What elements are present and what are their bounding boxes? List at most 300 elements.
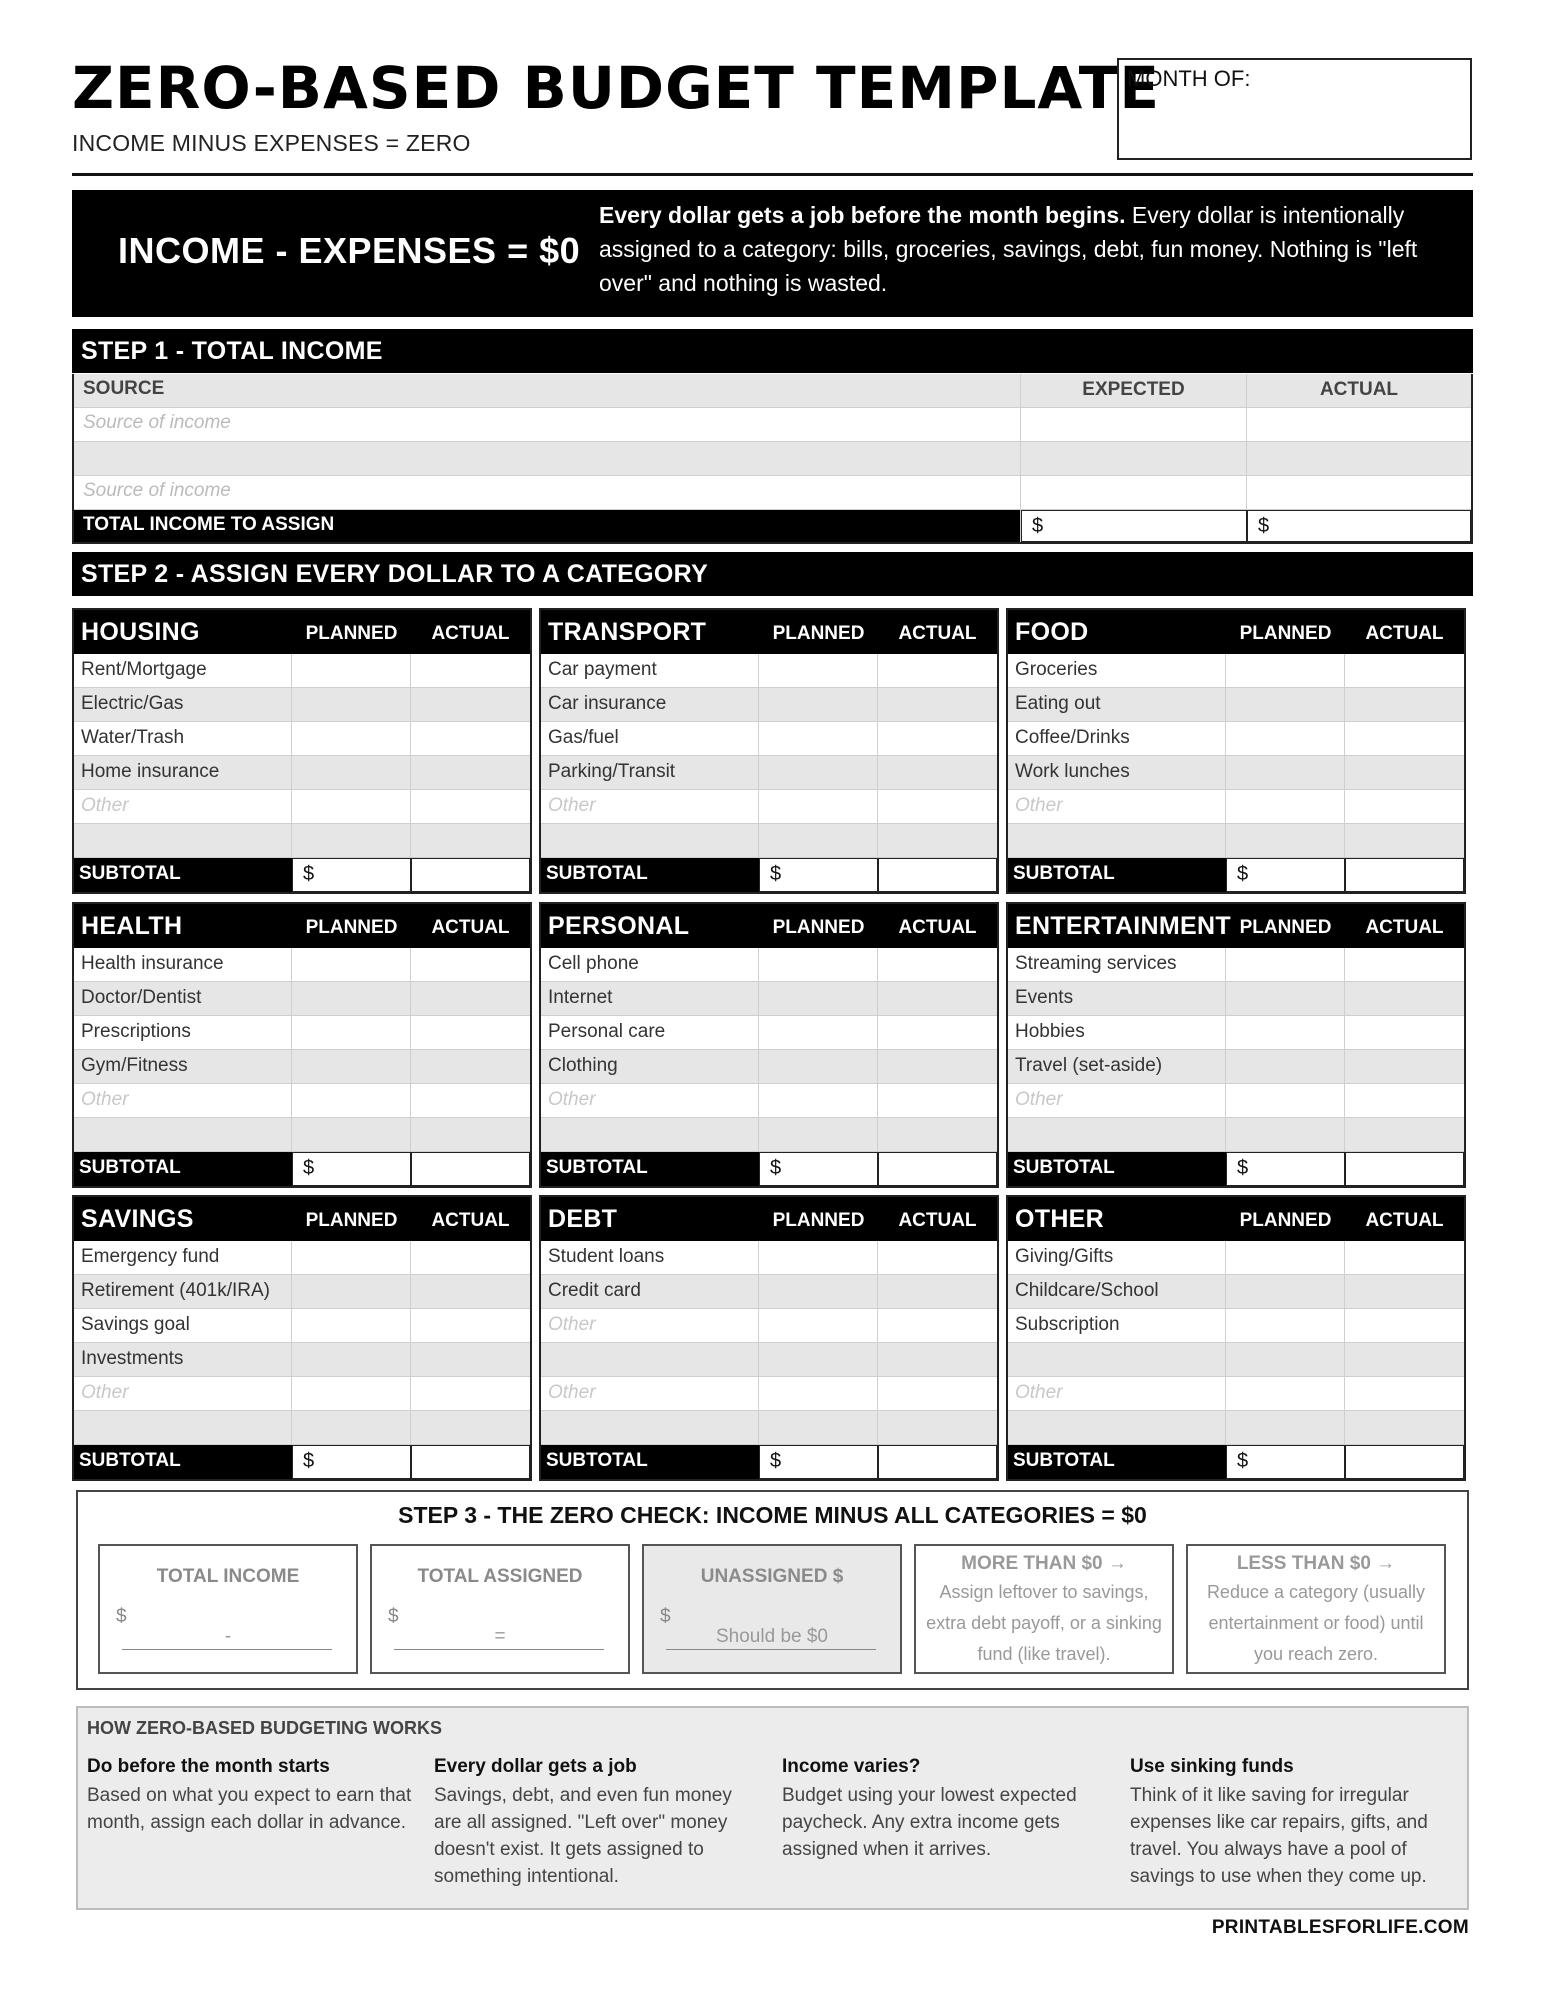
planned-cell[interactable] <box>1226 1343 1345 1376</box>
source-col-header: SOURCE <box>74 374 1021 407</box>
actual-col-header: ACTUAL <box>1319 379 1399 400</box>
category-row[interactable] <box>541 948 997 982</box>
line-item-label[interactable]: Prescriptions <box>74 1016 292 1049</box>
category-row[interactable] <box>541 1084 997 1118</box>
planned-cell[interactable] <box>292 722 411 755</box>
subtotal-row <box>541 1152 997 1186</box>
actual-cell[interactable] <box>878 688 997 721</box>
category-name: TRANSPORT <box>548 617 707 646</box>
category-row[interactable] <box>1008 756 1464 790</box>
expected-col-header: EXPECTED <box>1021 374 1247 407</box>
line-item-label[interactable]: Events <box>1008 982 1226 1015</box>
subtotal-planned[interactable]: $ <box>759 858 878 892</box>
category-row[interactable] <box>541 1343 997 1377</box>
category-row[interactable] <box>1008 1411 1464 1445</box>
line-item-label[interactable] <box>74 824 292 857</box>
total-assigned-box[interactable] <box>370 1544 630 1674</box>
info-column-title: Income varies? <box>782 1756 921 1777</box>
subtotal-planned[interactable]: $ <box>292 1152 411 1186</box>
category-row[interactable] <box>541 1275 997 1309</box>
category-other <box>1006 1195 1466 1481</box>
category-header <box>74 1197 530 1241</box>
actual-cell[interactable] <box>878 756 997 789</box>
category-row[interactable] <box>1008 948 1464 982</box>
actual-cell[interactable] <box>411 722 530 755</box>
category-row[interactable] <box>1008 790 1464 824</box>
planned-cell[interactable] <box>1226 1118 1345 1151</box>
planned-cell[interactable] <box>1226 722 1345 755</box>
line-item-label[interactable]: Clothing <box>541 1050 759 1083</box>
actual-cell[interactable] <box>878 654 997 687</box>
actual-cell[interactable] <box>411 1275 530 1308</box>
planned-cell[interactable] <box>1226 1084 1345 1117</box>
planned-cell[interactable] <box>759 688 878 721</box>
category-row[interactable] <box>74 982 530 1016</box>
line-item-label[interactable]: Childcare/School <box>1008 1275 1226 1308</box>
category-row[interactable] <box>74 654 530 688</box>
category-row[interactable] <box>541 1050 997 1084</box>
income-total-expected[interactable]: $ <box>1021 510 1247 542</box>
category-row[interactable] <box>74 948 530 982</box>
actual-cell[interactable] <box>1345 982 1464 1015</box>
line-item-label[interactable] <box>541 1343 759 1376</box>
currency-sign: $ <box>660 1606 671 1627</box>
planned-cell[interactable] <box>759 1343 878 1376</box>
planned-cell[interactable] <box>759 1050 878 1083</box>
planned-cell[interactable] <box>1226 948 1345 981</box>
actual-cell[interactable] <box>878 1118 997 1151</box>
actual-cell[interactable] <box>878 1377 997 1410</box>
planned-cell[interactable] <box>1226 1050 1345 1083</box>
line-item-label[interactable]: Car insurance <box>541 688 759 721</box>
planned-cell[interactable] <box>1226 1377 1345 1410</box>
planned-cell[interactable] <box>292 1050 411 1083</box>
actual-cell[interactable] <box>1345 948 1464 981</box>
line-item-label[interactable] <box>541 1411 759 1444</box>
planned-cell[interactable] <box>1226 756 1345 789</box>
category-row[interactable] <box>74 688 530 722</box>
category-row[interactable] <box>74 790 530 824</box>
category-row[interactable] <box>74 1309 530 1343</box>
actual-cell[interactable] <box>1345 790 1464 823</box>
planned-cell[interactable] <box>1226 824 1345 857</box>
info-column-body: Based on what you expect to earn that month, assign each dollar in advance. <box>87 1785 412 1833</box>
line-item-label[interactable]: Savings goal <box>74 1309 292 1342</box>
line-item-label[interactable]: Other <box>1008 1377 1226 1410</box>
actual-cell[interactable] <box>1345 1084 1464 1117</box>
income-source-cell[interactable] <box>74 442 1021 475</box>
actual-cell[interactable] <box>1345 824 1464 857</box>
income-row[interactable] <box>74 442 1471 476</box>
actual-cell[interactable] <box>1345 1377 1464 1410</box>
actual-cell[interactable] <box>411 1016 530 1049</box>
actual-cell[interactable] <box>411 1309 530 1342</box>
actual-cell[interactable] <box>411 790 530 823</box>
category-row[interactable] <box>1008 982 1464 1016</box>
subtotal-label: SUBTOTAL <box>1013 1157 1115 1178</box>
line-item-label[interactable]: Gym/Fitness <box>74 1050 292 1083</box>
actual-cell[interactable] <box>1345 722 1464 755</box>
line-item-label[interactable]: Water/Trash <box>74 722 292 755</box>
month-field[interactable] <box>1117 58 1472 160</box>
subtotal-label: SUBTOTAL <box>546 1450 648 1471</box>
planned-cell[interactable] <box>292 688 411 721</box>
less-than-zero-note <box>1186 1544 1446 1674</box>
line-item-label[interactable]: Streaming services <box>1008 948 1226 981</box>
income-row[interactable] <box>74 408 1471 442</box>
subtotal-planned[interactable]: $ <box>1226 1152 1345 1186</box>
planned-cell[interactable] <box>292 1118 411 1151</box>
category-row[interactable] <box>74 1275 530 1309</box>
actual-cell[interactable] <box>411 1050 530 1083</box>
subtotal-planned[interactable]: $ <box>292 1445 411 1479</box>
actual-cell[interactable] <box>1345 688 1464 721</box>
actual-cell[interactable] <box>878 790 997 823</box>
actual-cell[interactable] <box>411 948 530 981</box>
subtotal-planned[interactable]: $ <box>1226 858 1345 892</box>
line-item-label[interactable]: Rent/Mortgage <box>74 654 292 687</box>
actual-cell[interactable] <box>411 982 530 1015</box>
planned-cell[interactable] <box>292 1411 411 1444</box>
line-item-label[interactable]: Other <box>1008 1084 1226 1117</box>
box-heading: TOTAL ASSIGNED <box>417 1566 583 1587</box>
line-item-label[interactable]: Other <box>1008 790 1226 823</box>
income-expected-cell[interactable] <box>1021 476 1247 509</box>
category-row[interactable] <box>1008 1241 1464 1275</box>
category-row[interactable] <box>541 982 997 1016</box>
category-savings <box>72 1195 532 1481</box>
actual-cell[interactable] <box>1345 1343 1464 1376</box>
total-income-box[interactable] <box>98 1544 358 1674</box>
line-item-label[interactable]: Other <box>74 1377 292 1410</box>
planned-cell[interactable] <box>1226 654 1345 687</box>
category-row[interactable] <box>541 1411 997 1445</box>
income-expected-cell[interactable] <box>1021 442 1247 475</box>
subtotal-label: SUBTOTAL <box>79 1157 181 1178</box>
category-name: HOUSING <box>81 617 200 646</box>
subtotal-planned[interactable]: $ <box>292 858 411 892</box>
line-item-label[interactable]: Other <box>541 1309 759 1342</box>
actual-cell[interactable] <box>878 948 997 981</box>
actual-cell[interactable] <box>411 1411 530 1444</box>
line-item-label[interactable] <box>74 1411 292 1444</box>
category-row[interactable] <box>1008 1309 1464 1343</box>
actual-cell[interactable] <box>878 982 997 1015</box>
line-item-label[interactable]: Electric/Gas <box>74 688 292 721</box>
category-row[interactable] <box>541 1377 997 1411</box>
planned-cell[interactable] <box>759 824 878 857</box>
line-item-label[interactable] <box>1008 1118 1226 1151</box>
planned-cell[interactable] <box>759 1309 878 1342</box>
planned-cell[interactable] <box>1226 790 1345 823</box>
planned-cell[interactable] <box>759 1016 878 1049</box>
actual-cell[interactable] <box>1345 654 1464 687</box>
category-row[interactable] <box>74 1084 530 1118</box>
planned-cell[interactable] <box>1226 1275 1345 1308</box>
category-entertainment <box>1006 902 1466 1188</box>
planned-cell[interactable] <box>759 790 878 823</box>
actual-cell[interactable] <box>878 1343 997 1376</box>
category-row[interactable] <box>541 654 997 688</box>
line-item-label[interactable] <box>1008 1411 1226 1444</box>
category-header <box>74 610 530 654</box>
planned-cell[interactable] <box>759 1084 878 1117</box>
category-row[interactable] <box>1008 722 1464 756</box>
planned-cell[interactable] <box>292 1241 411 1274</box>
line-item-label[interactable]: Groceries <box>1008 654 1226 687</box>
subtotal-actual[interactable] <box>1345 1445 1464 1479</box>
category-row[interactable] <box>1008 1084 1464 1118</box>
line-item-label[interactable]: Gas/fuel <box>541 722 759 755</box>
line-item-label[interactable]: Student loans <box>541 1241 759 1274</box>
income-actual-cell[interactable] <box>1247 442 1471 475</box>
subtotal-actual[interactable] <box>878 1152 997 1186</box>
subtotal-actual[interactable] <box>1345 1152 1464 1186</box>
planned-cell[interactable] <box>1226 1309 1345 1342</box>
category-header <box>1008 610 1464 654</box>
line-item-label[interactable]: Eating out <box>1008 688 1226 721</box>
category-row[interactable] <box>74 722 530 756</box>
line-item-label[interactable]: Work lunches <box>1008 756 1226 789</box>
line-item-label[interactable]: Hobbies <box>1008 1016 1226 1049</box>
planned-cell[interactable] <box>292 824 411 857</box>
actual-cell[interactable] <box>1345 1275 1464 1308</box>
category-row[interactable] <box>1008 1118 1464 1152</box>
category-name: OTHER <box>1015 1204 1104 1233</box>
category-row[interactable] <box>541 1016 997 1050</box>
subtotal-actual[interactable] <box>411 858 530 892</box>
line-item-label[interactable]: Travel (set-aside) <box>1008 1050 1226 1083</box>
actual-cell[interactable] <box>411 654 530 687</box>
category-row[interactable] <box>541 1309 997 1343</box>
actual-cell[interactable] <box>1345 1016 1464 1049</box>
planned-col-header: PLANNED <box>305 1209 398 1231</box>
category-row[interactable] <box>1008 688 1464 722</box>
more-than-zero-note <box>914 1544 1174 1674</box>
subtotal-actual[interactable] <box>878 1445 997 1479</box>
actual-cell[interactable] <box>411 756 530 789</box>
actual-col-header: ACTUAL <box>1365 916 1444 938</box>
actual-cell[interactable] <box>411 824 530 857</box>
line-item-label[interactable] <box>541 1118 759 1151</box>
formula-text: INCOME - EXPENSES = $0 <box>118 230 581 271</box>
planned-cell[interactable] <box>292 654 411 687</box>
planned-cell[interactable] <box>292 790 411 823</box>
box-heading: UNASSIGNED $ <box>700 1566 844 1587</box>
line-item-label[interactable]: Internet <box>541 982 759 1015</box>
subtotal-planned[interactable]: $ <box>759 1445 878 1479</box>
actual-cell[interactable] <box>878 1084 997 1117</box>
planned-cell[interactable] <box>759 1275 878 1308</box>
planned-cell[interactable] <box>759 1411 878 1444</box>
category-name: DEBT <box>548 1204 618 1233</box>
month-label: MONTH OF: <box>1127 66 1251 91</box>
category-row[interactable] <box>74 1050 530 1084</box>
line-item-label[interactable]: Other <box>74 790 292 823</box>
actual-cell[interactable] <box>411 1377 530 1410</box>
subtotal-planned[interactable]: $ <box>759 1152 878 1186</box>
category-row[interactable] <box>1008 654 1464 688</box>
category-row[interactable] <box>74 1241 530 1275</box>
line-item-label[interactable]: Other <box>541 1084 759 1117</box>
category-row[interactable] <box>74 824 530 858</box>
category-row[interactable] <box>74 1343 530 1377</box>
planned-cell[interactable] <box>1226 1016 1345 1049</box>
line-item-label[interactable]: Investments <box>74 1343 292 1376</box>
planned-cell[interactable] <box>292 1309 411 1342</box>
income-total-row <box>74 510 1471 544</box>
line-item-label[interactable]: Cell phone <box>541 948 759 981</box>
actual-cell[interactable] <box>1345 756 1464 789</box>
actual-cell[interactable] <box>411 1084 530 1117</box>
income-total-actual[interactable]: $ <box>1247 510 1471 542</box>
actual-cell[interactable] <box>878 1275 997 1308</box>
box-heading: TOTAL INCOME <box>156 1566 300 1587</box>
actual-cell[interactable] <box>878 1050 997 1083</box>
category-row[interactable] <box>1008 1050 1464 1084</box>
actual-cell[interactable] <box>878 722 997 755</box>
planned-cell[interactable] <box>292 1084 411 1117</box>
actual-cell[interactable] <box>1345 1411 1464 1444</box>
page-title: ZERO-BASED BUDGET TEMPLATE <box>72 54 1160 122</box>
planned-cell[interactable] <box>292 756 411 789</box>
actual-cell[interactable] <box>1345 1309 1464 1342</box>
line-item-label[interactable]: Car payment <box>541 654 759 687</box>
subtotal-actual[interactable] <box>411 1445 530 1479</box>
category-row[interactable] <box>1008 1016 1464 1050</box>
line-item-label[interactable] <box>1008 824 1226 857</box>
actual-col-header: ACTUAL <box>898 622 977 644</box>
line-item-label[interactable]: Other <box>74 1084 292 1117</box>
category-row[interactable] <box>541 722 997 756</box>
line-item-label[interactable]: Parking/Transit <box>541 756 759 789</box>
category-row[interactable] <box>541 1241 997 1275</box>
line-item-label[interactable]: Other <box>541 1377 759 1410</box>
line-item-label[interactable]: Emergency fund <box>74 1241 292 1274</box>
income-actual-cell[interactable] <box>1247 476 1471 509</box>
planned-cell[interactable] <box>759 1241 878 1274</box>
actual-cell[interactable] <box>1345 1050 1464 1083</box>
actual-cell[interactable] <box>1345 1118 1464 1151</box>
income-source-cell[interactable]: Source of income <box>74 476 1021 509</box>
category-header <box>74 904 530 948</box>
line-item-label[interactable] <box>74 1118 292 1151</box>
category-row[interactable] <box>541 688 997 722</box>
actual-cell[interactable] <box>1345 1241 1464 1274</box>
category-row[interactable] <box>74 1411 530 1445</box>
planned-cell[interactable] <box>292 1377 411 1410</box>
category-row[interactable] <box>541 790 997 824</box>
income-actual-cell[interactable] <box>1247 408 1471 441</box>
line-item-label[interactable]: Personal care <box>541 1016 759 1049</box>
planned-cell[interactable] <box>759 756 878 789</box>
subtotal-row <box>1008 858 1464 892</box>
actual-col-header: ACTUAL <box>431 916 510 938</box>
income-expected-cell[interactable] <box>1021 408 1247 441</box>
planned-cell[interactable] <box>759 982 878 1015</box>
info-column-title: Do before the month starts <box>87 1756 330 1777</box>
actual-cell[interactable] <box>878 824 997 857</box>
planned-cell[interactable] <box>759 654 878 687</box>
actual-cell[interactable] <box>878 1241 997 1274</box>
category-name: FOOD <box>1015 617 1089 646</box>
subtotal-actual[interactable] <box>1345 858 1464 892</box>
subtotal-planned[interactable]: $ <box>1226 1445 1345 1479</box>
line-item-label[interactable]: Giving/Gifts <box>1008 1241 1226 1274</box>
planned-cell[interactable] <box>1226 688 1345 721</box>
line-item-label[interactable]: Subscription <box>1008 1309 1226 1342</box>
planned-cell[interactable] <box>759 948 878 981</box>
note-body: Reduce a category (usually entertainment or food) until you reach zero. <box>1206 1582 1426 1664</box>
planned-cell[interactable] <box>1226 1411 1345 1444</box>
category-name: SAVINGS <box>81 1204 194 1233</box>
category-row[interactable] <box>74 1016 530 1050</box>
income-source-cell[interactable]: Source of income <box>74 408 1021 441</box>
info-column-title: Every dollar gets a job <box>434 1756 637 1777</box>
category-debt <box>539 1195 999 1481</box>
subtotal-actual[interactable] <box>878 858 997 892</box>
income-row[interactable] <box>74 476 1471 510</box>
category-row[interactable] <box>74 756 530 790</box>
planned-cell[interactable] <box>759 722 878 755</box>
line-item-label[interactable]: Health insurance <box>74 948 292 981</box>
actual-col-header: ACTUAL <box>1365 1209 1444 1231</box>
category-row[interactable] <box>1008 1343 1464 1377</box>
planned-cell[interactable] <box>292 1343 411 1376</box>
actual-cell[interactable] <box>878 1309 997 1342</box>
subtotal-label: SUBTOTAL <box>546 863 648 884</box>
unassigned-box[interactable] <box>642 1544 902 1674</box>
actual-cell[interactable] <box>878 1016 997 1049</box>
subtotal-row <box>541 858 997 892</box>
actual-cell[interactable] <box>411 688 530 721</box>
planned-cell[interactable] <box>292 982 411 1015</box>
subtotal-label: SUBTOTAL <box>546 1157 648 1178</box>
planned-cell[interactable] <box>292 1275 411 1308</box>
category-row[interactable] <box>541 756 997 790</box>
category-row[interactable] <box>1008 824 1464 858</box>
info-column-body: Think of it like saving for irregular expenses like car repairs, gifts, and travel. You always have a pool of savings to use when they come up. <box>1130 1785 1428 1887</box>
actual-cell[interactable] <box>878 1411 997 1444</box>
line-item-label[interactable]: Coffee/Drinks <box>1008 722 1226 755</box>
planned-cell[interactable] <box>292 1016 411 1049</box>
line-item-label[interactable]: Home insurance <box>74 756 292 789</box>
category-row[interactable] <box>1008 1275 1464 1309</box>
category-row[interactable] <box>74 1377 530 1411</box>
category-row[interactable] <box>541 1118 997 1152</box>
line-item-label[interactable] <box>1008 1343 1226 1376</box>
step2-header: STEP 2 - ASSIGN EVERY DOLLAR TO A CATEGORY <box>72 552 1473 596</box>
planned-cell[interactable] <box>759 1377 878 1410</box>
planned-cell[interactable] <box>1226 982 1345 1015</box>
category-row[interactable] <box>74 1118 530 1152</box>
planned-cell[interactable] <box>759 1118 878 1151</box>
line-item-label[interactable] <box>541 824 759 857</box>
category-row[interactable] <box>541 824 997 858</box>
planned-cell[interactable] <box>1226 1241 1345 1274</box>
line-item-label[interactable]: Retirement (401k/IRA) <box>74 1275 292 1308</box>
category-row[interactable] <box>1008 1377 1464 1411</box>
line-item-label[interactable]: Doctor/Dentist <box>74 982 292 1015</box>
actual-cell[interactable] <box>411 1118 530 1151</box>
subtotal-actual[interactable] <box>411 1152 530 1186</box>
line-item-label[interactable]: Other <box>541 790 759 823</box>
actual-cell[interactable] <box>411 1241 530 1274</box>
planned-cell[interactable] <box>292 948 411 981</box>
subtotal-label: SUBTOTAL <box>79 863 181 884</box>
actual-cell[interactable] <box>411 1343 530 1376</box>
line-item-label[interactable]: Credit card <box>541 1275 759 1308</box>
